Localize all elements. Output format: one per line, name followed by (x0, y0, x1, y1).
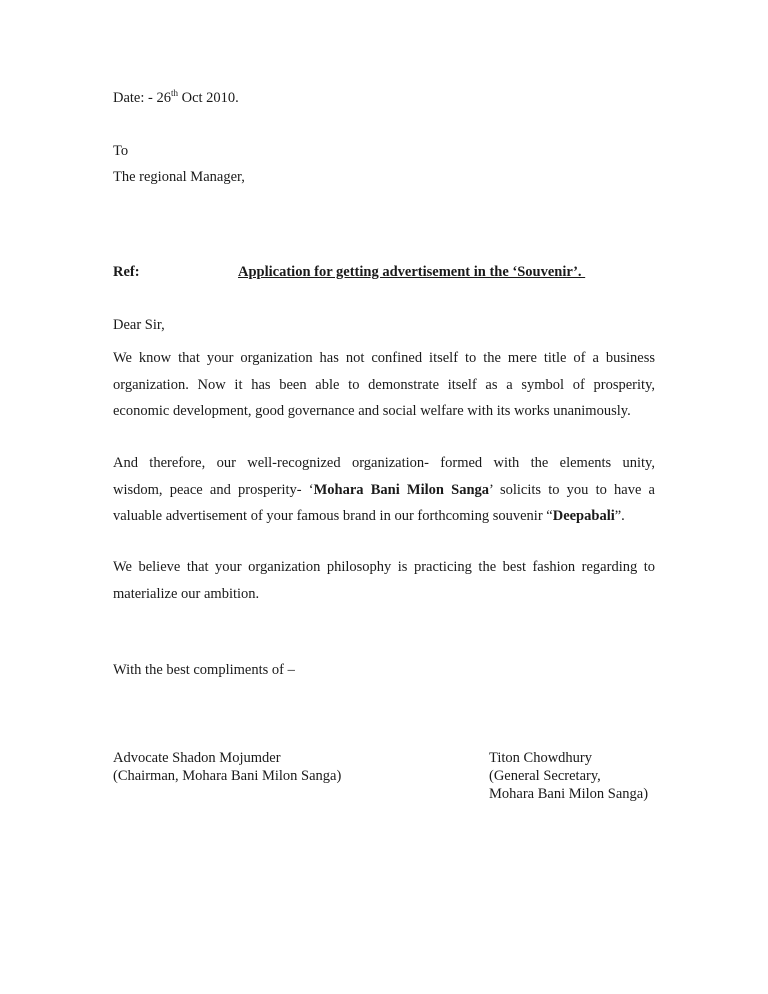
paragraph-2-line-2-end: ’ solicits to you to have a (489, 481, 655, 498)
paragraph-1-line-2: organization. Now it has been able to demonstrate itself as a symbol of prosperity, (113, 376, 655, 393)
paragraph-3 (113, 554, 655, 607)
paragraph-1-line-3: economic development, good governance and social welfare with its works unanimously. (113, 403, 631, 419)
souvenir-name: Deepabali (552, 508, 615, 524)
salutation: Dear Sir, (113, 317, 165, 333)
date-superscript: th (170, 88, 178, 99)
date-suffix: Oct 2010. (178, 90, 239, 106)
paragraph-3-line-2: materialize our ambition. (113, 585, 260, 602)
paragraph-2 (113, 450, 655, 530)
paragraph-2-line-2 (113, 477, 655, 504)
signatory-right-title-line-1: (General Secretary, (489, 768, 601, 784)
paragraph-2-line-3-end: ”. (614, 508, 625, 524)
signatory-right-name: Titon Chowdhury (489, 750, 593, 766)
closing-line: With the best compliments of – (113, 662, 295, 678)
signatory-left-title: (Chairman, Mohara Bani Milon Sanga) (113, 768, 342, 784)
signatory-left-name: Advocate Shadon Mojumder (113, 750, 281, 766)
paragraph-3-line-1: We believe that your organization philosophy is practicing the best fashion regarding to (113, 559, 655, 575)
paragraph-1 (113, 345, 655, 425)
signatory-right (489, 749, 648, 803)
signatory-right-title-line-2: Mohara Bani Milon Sanga) (489, 786, 649, 802)
paragraph-2-line-3 (113, 503, 655, 530)
recipient-line: The regional Manager, (113, 169, 245, 185)
organization-name: Mohara Bani Milon Sanga (313, 481, 490, 498)
to-line: To (113, 143, 129, 159)
letter-date (113, 90, 239, 107)
ref-label: Ref: (113, 264, 140, 280)
paragraph-2-line-3-start: valuable advertisement of your famous brand in our forthcoming souvenir “ (113, 508, 553, 524)
paragraph-2-line-2-start: wisdom, peace and prosperity- ‘ (113, 481, 314, 498)
signatory-left (113, 749, 341, 785)
date-prefix: Date: - 26 (113, 90, 171, 106)
paragraph-1-line-1: We know that your organization has not confined itself to the mere title of a business (113, 350, 655, 366)
paragraph-2-line-1: And therefore, our well-recognized organization- formed with the elements unity, (113, 455, 655, 471)
ref-subject: Application for getting advertisement in the ‘Souvenir’. (238, 264, 586, 280)
